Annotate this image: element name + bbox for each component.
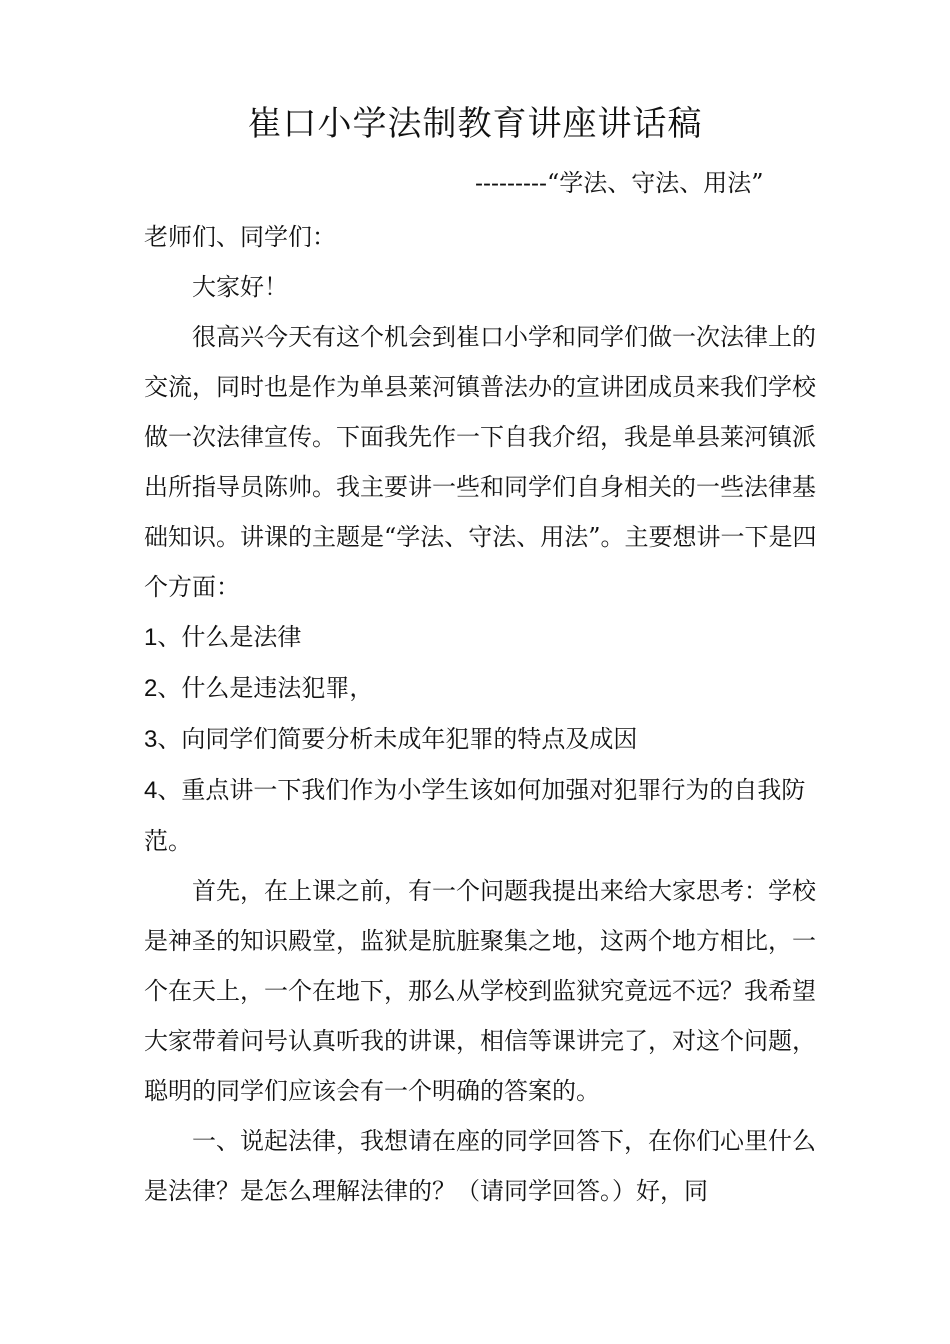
list-item-number: 2 [144, 675, 158, 702]
list-item-number: 3 [144, 726, 158, 753]
document-subtitle [475, 166, 815, 201]
subtitle-text: “学法、守法、用法” [546, 169, 764, 197]
list-item [144, 765, 824, 866]
list-item [144, 612, 824, 663]
list-item [144, 714, 824, 765]
intro-paragraph: 很高兴今天有这个机会到崔口小学和同学们做一次法律上的交流，同时也是作为单县莱河镇普法办的宣讲团成员来我们学校做一次法律宣传。下面我先作一下自我介绍，我是单县莱河镇派出所指导员陈帅。我主要讲一些和同学们自身相关的一些法律基础知识。讲课的主题是“学法、守法、用法”。主要想讲一下是四个方面： [144, 323, 817, 601]
salutation: 老师们、同学们： [144, 223, 336, 251]
document-title: 崔口小学法制教育讲座讲话稿 [247, 104, 703, 144]
document-body [144, 212, 824, 1216]
question-paragraph: 首先，在上课之前，有一个问题我提出来给大家思考：学校是神圣的知识殿堂，监狱是肮脏聚集之地，这两个地方相比，一个在天上，一个在地下，那么从学校到监狱究竟远不远？我希望大家带着问号认真听我的讲课，相信等课讲完了，对这个问题，聪明的同学们应该会有一个明确的答案的。 [144, 877, 816, 1105]
list-item-text: 、向同学们简要分析未成年犯罪的特点及成因 [157, 725, 638, 753]
subtitle-dashes: --------- [475, 170, 547, 197]
list-item-text: 、重点讲一下我们作为小学生该如何加强对犯罪行为的自我防范。 [144, 776, 806, 855]
section-one-paragraph: 一、说起法律，我想请在座的同学回答下，在你们心里什么是法律？是怎么理解法律的？（请同学回答。）好，同 [144, 1127, 816, 1205]
list-item-number: 1 [144, 624, 158, 651]
list-item-number: 4 [144, 777, 158, 804]
list-item [144, 663, 824, 714]
greeting: 大家好！ [192, 273, 288, 301]
list-item-text: 、什么是法律 [157, 623, 302, 651]
list-item-text: 、什么是违法犯罪， [157, 674, 374, 702]
